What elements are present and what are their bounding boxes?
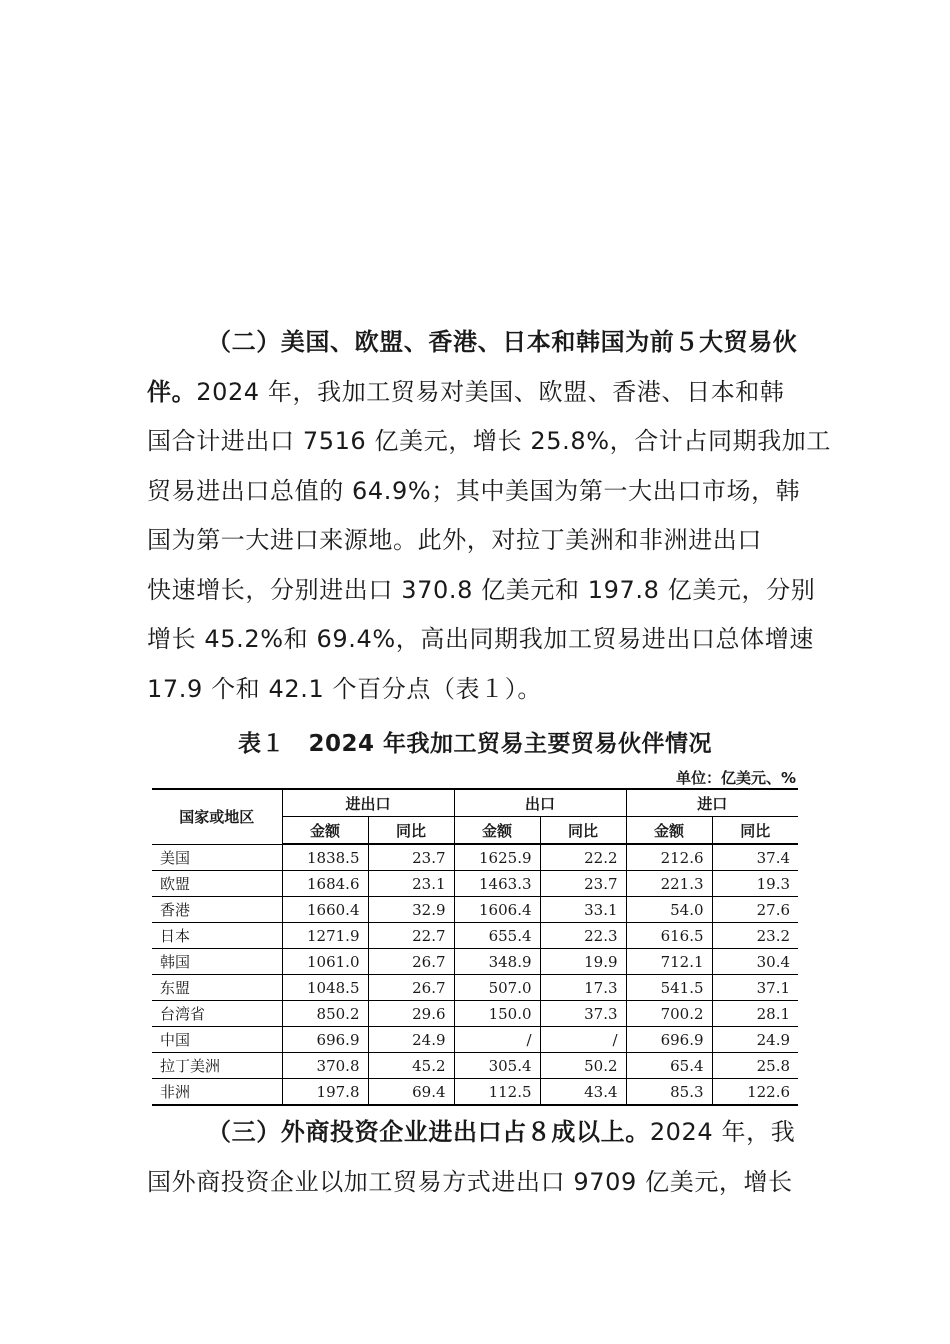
yoy-cell: 122.6 [712,1079,798,1106]
body-text: 国合计进出口 7516 亿美元，增长 25.8%，合计占同期我加工 [147,427,832,455]
amount-cell: 850.2 [282,1001,368,1027]
text-line [147,372,785,407]
amount-cell: 1048.5 [282,975,368,1001]
yoy-cell: 43.4 [540,1079,626,1106]
body-text: 2024 年，我加工贸易对美国、欧盟、香港、日本和韩 [196,377,785,406]
table-row [152,923,798,949]
amount-cell: 541.5 [626,975,712,1001]
yoy-cell: 24.9 [368,1027,454,1053]
yoy-cell: 37.4 [712,844,798,871]
text-line [147,421,831,456]
region-name: 中国 [152,1027,282,1053]
yoy-cell: 27.6 [712,897,798,923]
table-row [152,1079,798,1106]
amount-cell: 1625.9 [454,844,540,871]
yoy-cell: 69.4 [368,1079,454,1106]
yoy-cell: 23.7 [540,871,626,897]
table-row [152,897,798,923]
header-group-export: 出口 [454,789,626,817]
yoy-cell: 22.7 [368,923,454,949]
trade-partner-table [152,788,798,1106]
yoy-cell: 24.9 [712,1027,798,1053]
yoy-cell: 33.1 [540,897,626,923]
amount-cell: 1061.0 [282,949,368,975]
amount-cell: 370.8 [282,1053,368,1079]
header-yoy: 同比 [540,817,626,845]
body-text: 贸易进出口总值的 64.9%；其中美国为第一大出口市场，韩 [147,476,801,505]
yoy-cell: 23.7 [368,844,454,871]
header-group-import: 进口 [626,789,798,817]
amount-cell: 197.8 [282,1079,368,1106]
amount-cell: 348.9 [454,949,540,975]
amount-cell: 150.0 [454,1001,540,1027]
header-region: 国家或地区 [152,789,282,844]
amount-cell: 1684.6 [282,871,368,897]
region-name: 日本 [152,923,282,949]
amount-cell: 212.6 [626,844,712,871]
bold-heading: （三）外商投资企业进出口占８成以上。 [207,1118,650,1146]
amount-cell: 221.3 [626,871,712,897]
region-name: 拉丁美洲 [152,1053,282,1079]
amount-cell: 1463.3 [454,871,540,897]
body-text: 2024 年，我 [649,1118,796,1146]
table-row [152,1053,798,1079]
yoy-cell: 29.6 [368,1001,454,1027]
amount-cell: / [454,1027,540,1053]
body-text: 国外商投资企业以加工贸易方式进出口 9709 亿美元，增长 [147,1167,793,1196]
body-text: 快速增长，分别进出口 370.8 亿美元和 197.8 亿美元，分别 [147,575,816,604]
yoy-cell: / [540,1027,626,1053]
header-amount: 金额 [454,817,540,845]
amount-cell: 1606.4 [454,897,540,923]
yoy-cell: 25.8 [712,1053,798,1079]
amount-cell: 85.3 [626,1079,712,1106]
header-yoy: 同比 [712,817,798,845]
text-line [207,1112,795,1147]
yoy-cell: 17.3 [540,975,626,1001]
header-yoy: 同比 [368,817,454,845]
yoy-cell: 32.9 [368,897,454,923]
region-name: 台湾省 [152,1001,282,1027]
yoy-cell: 23.2 [712,923,798,949]
table-row [152,975,798,1001]
amount-cell: 712.1 [626,949,712,975]
yoy-cell: 37.3 [540,1001,626,1027]
region-name: 香港 [152,897,282,923]
region-name: 东盟 [152,975,282,1001]
amount-cell: 1838.5 [282,844,368,871]
header-amount: 金额 [282,817,368,845]
text-line [147,1162,793,1197]
table-row [152,1001,798,1027]
amount-cell: 616.5 [626,923,712,949]
amount-cell: 696.9 [282,1027,368,1053]
text-line [147,619,814,654]
amount-cell: 112.5 [454,1079,540,1106]
yoy-cell: 30.4 [712,949,798,975]
yoy-cell: 28.1 [712,1001,798,1027]
region-name: 非洲 [152,1079,282,1106]
yoy-cell: 22.2 [540,844,626,871]
table-unit: 单位：亿美元、% [675,769,796,787]
yoy-cell: 23.1 [368,871,454,897]
bold-heading: （二）美国、欧盟、香港、日本和韩国为前５大贸易伙 [207,328,798,356]
yoy-cell: 50.2 [540,1053,626,1079]
region-name: 欧盟 [152,871,282,897]
yoy-cell: 19.3 [712,871,798,897]
yoy-cell: 22.3 [540,923,626,949]
yoy-cell: 19.9 [540,949,626,975]
amount-cell: 507.0 [454,975,540,1001]
body-text: 国为第一大进口来源地。此外，对拉丁美洲和非洲进出口 [147,526,762,554]
amount-cell: 655.4 [454,923,540,949]
table-row [152,1027,798,1053]
yoy-cell: 37.1 [712,975,798,1001]
table-row [152,844,798,871]
header-group-total: 进出口 [282,789,454,817]
amount-cell: 54.0 [626,897,712,923]
region-name: 美国 [152,844,282,871]
amount-cell: 696.9 [626,1027,712,1053]
amount-cell: 1271.9 [282,923,368,949]
table-row [152,871,798,897]
region-name: 韩国 [152,949,282,975]
table-caption: 表１ 2024 年我加工贸易主要贸易伙伴情况 [237,731,713,757]
amount-cell: 65.4 [626,1053,712,1079]
amount-cell: 305.4 [454,1053,540,1079]
text-line [207,322,797,357]
amount-cell: 700.2 [626,1001,712,1027]
bold-heading: 伴。 [147,377,197,406]
text-line [147,520,762,555]
yoy-cell: 26.7 [368,975,454,1001]
text-line [147,471,800,506]
yoy-cell: 45.2 [368,1053,454,1079]
header-amount: 金额 [626,817,712,845]
amount-cell: 1660.4 [282,897,368,923]
yoy-cell: 26.7 [368,949,454,975]
body-text: 增长 45.2%和 69.4%，高出同期我加工贸易进出口总体增速 [147,625,814,653]
text-line [147,669,542,704]
text-line [147,570,815,605]
table-row [152,949,798,975]
body-text: 17.9 个和 42.1 个百分点（表１）。 [147,674,542,703]
